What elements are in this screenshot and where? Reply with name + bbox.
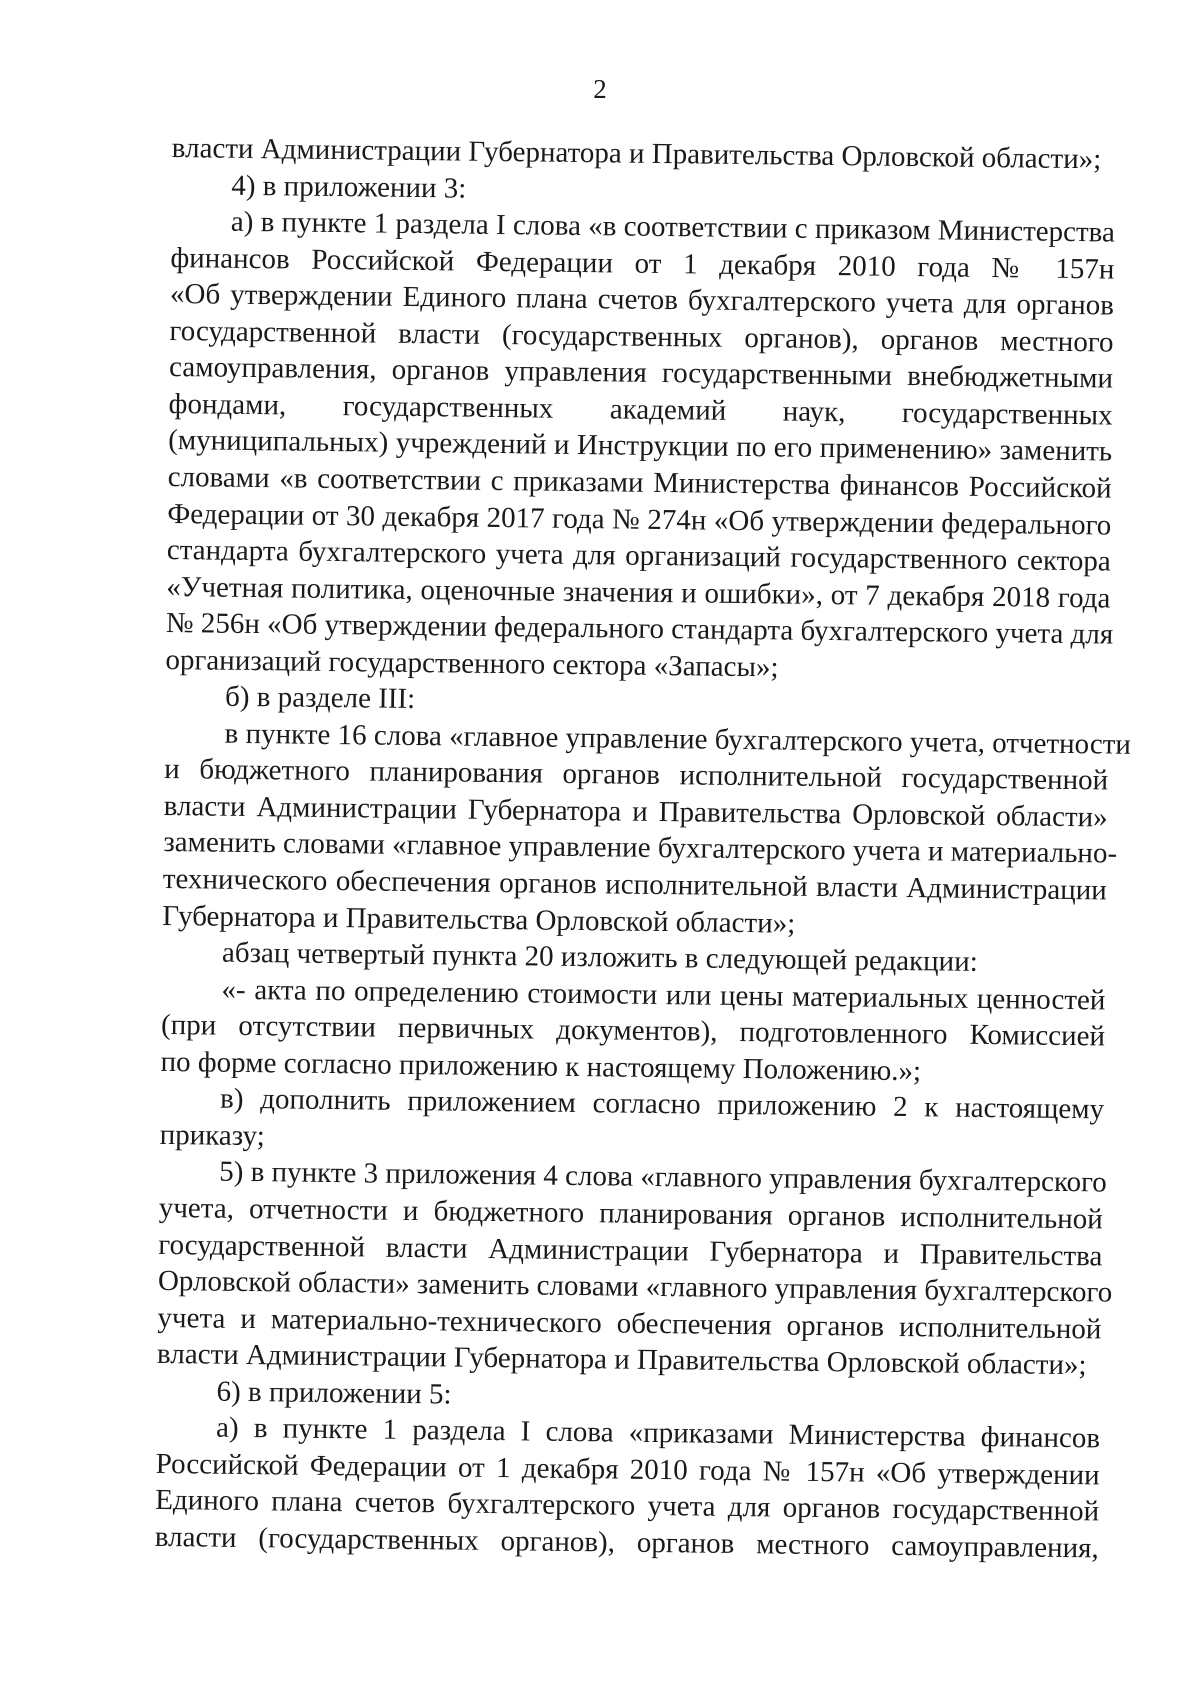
text-line: власти Администрации Губернатора и Правительства Орловской области»; [156,1338,1087,1382]
text-line: власти (государственных органов), органов местного самоуправления, [154,1520,1099,1565]
text-line: технического обеспечения органов исполнительной власти Администрации [162,862,1107,907]
text-line: финансов Российской Федерации от 1 декабря 2010 года № 157н [170,241,1115,286]
text-line: 6) в приложении 5: [216,1375,452,1411]
text-line: 4) в приложении 3: [231,169,467,205]
text-line: по форме согласно приложению к настоящему Положению.»; [160,1045,922,1087]
text-line: а) в пункте 1 раздела I слова «в соответствии с приказом Министерства [230,205,1116,249]
text-line: Федерации от 30 декабря 2017 года № 274н «Об утверждении федерального [167,497,1112,542]
text-line: Губернатора и Правительства Орловской области»; [162,899,796,940]
text-line: Российской Федерации от 1 декабря 2010 года № 157н «Об утверждении [155,1447,1100,1492]
text-line: власти Администрации Губернатора и Правительства Орловской области»; [171,131,1102,176]
text-line: абзац четвертый пункта 20 изложить в следующей редакции: [221,936,978,978]
text-line: заменить словами «главное управление бухгалтерского учета и материально- [163,826,1118,871]
text-line: и бюджетного планирования органов исполнительной государственной [163,753,1109,797]
text-line: учета, отчетности и бюджетного планирования органов исполнительной [158,1191,1103,1236]
text-line: фондами, государственных академий наук, государственных [168,387,1113,432]
text-line: Единого плана счетов бухгалтерского учета для органов государственной [155,1484,1100,1528]
text-line: учета и материально-технического обеспечения органов исполнительной [157,1301,1102,1346]
page-number: 2 [593,74,607,104]
text-line: Орловской области» заменить словами «главного управления бухгалтерского [157,1264,1113,1309]
text-line: № 256н «Об утверждении федерального стандарта бухгалтерского учета для [165,607,1114,651]
text-line: власти Администрации Губернатора и Правительства Орловской области» [163,789,1108,834]
text-line: (муниципальных) учреждений и Инструкции по его применению» заменить [168,424,1113,468]
text-line: стандарта бухгалтерского учета для организаций государственного сектора [166,534,1111,578]
text-line: «- акта по определению стоимости или цены материальных ценностей [221,973,1106,1017]
text-line: (при отсутствии первичных документов), подготовленного Комиссией [160,1009,1106,1053]
text-line: в) дополнить приложением согласно приложению 2 к настоящему [219,1082,1105,1126]
text-line: б) в разделе III: [224,680,416,716]
text-line: а) в пункте 1 раздела I слова «приказами Министерства финансов [215,1411,1101,1455]
text-line: государственной власти Администрации Губернатора и Правительства [158,1228,1103,1272]
text-line: словами «в соответствии с приказами Министерства финансов Российской [167,460,1112,505]
text-line: государственной власти (государственных органов), органов местного [169,314,1114,359]
text-line: «Об утверждении Единого плана счетов бухгалтерского учета для органов [169,278,1115,322]
text-line: в пункте 16 слова «главное управление бухгалтерского учета, отчетности [224,717,1132,761]
text-line: самоуправления, органов управления государственными внебюджетными [168,351,1114,395]
text-line: «Учетная политика, оценочные значения и ошибки», от 7 декабря 2018 года [166,570,1111,615]
document-body [154,130,1132,1565]
text-line: организаций государственного сектора «Запасы»; [165,643,779,684]
text-line: 5) в пункте 3 приложения 4 слова «главного управления бухгалтерского [219,1156,1107,1199]
text-line: приказу; [159,1118,266,1153]
